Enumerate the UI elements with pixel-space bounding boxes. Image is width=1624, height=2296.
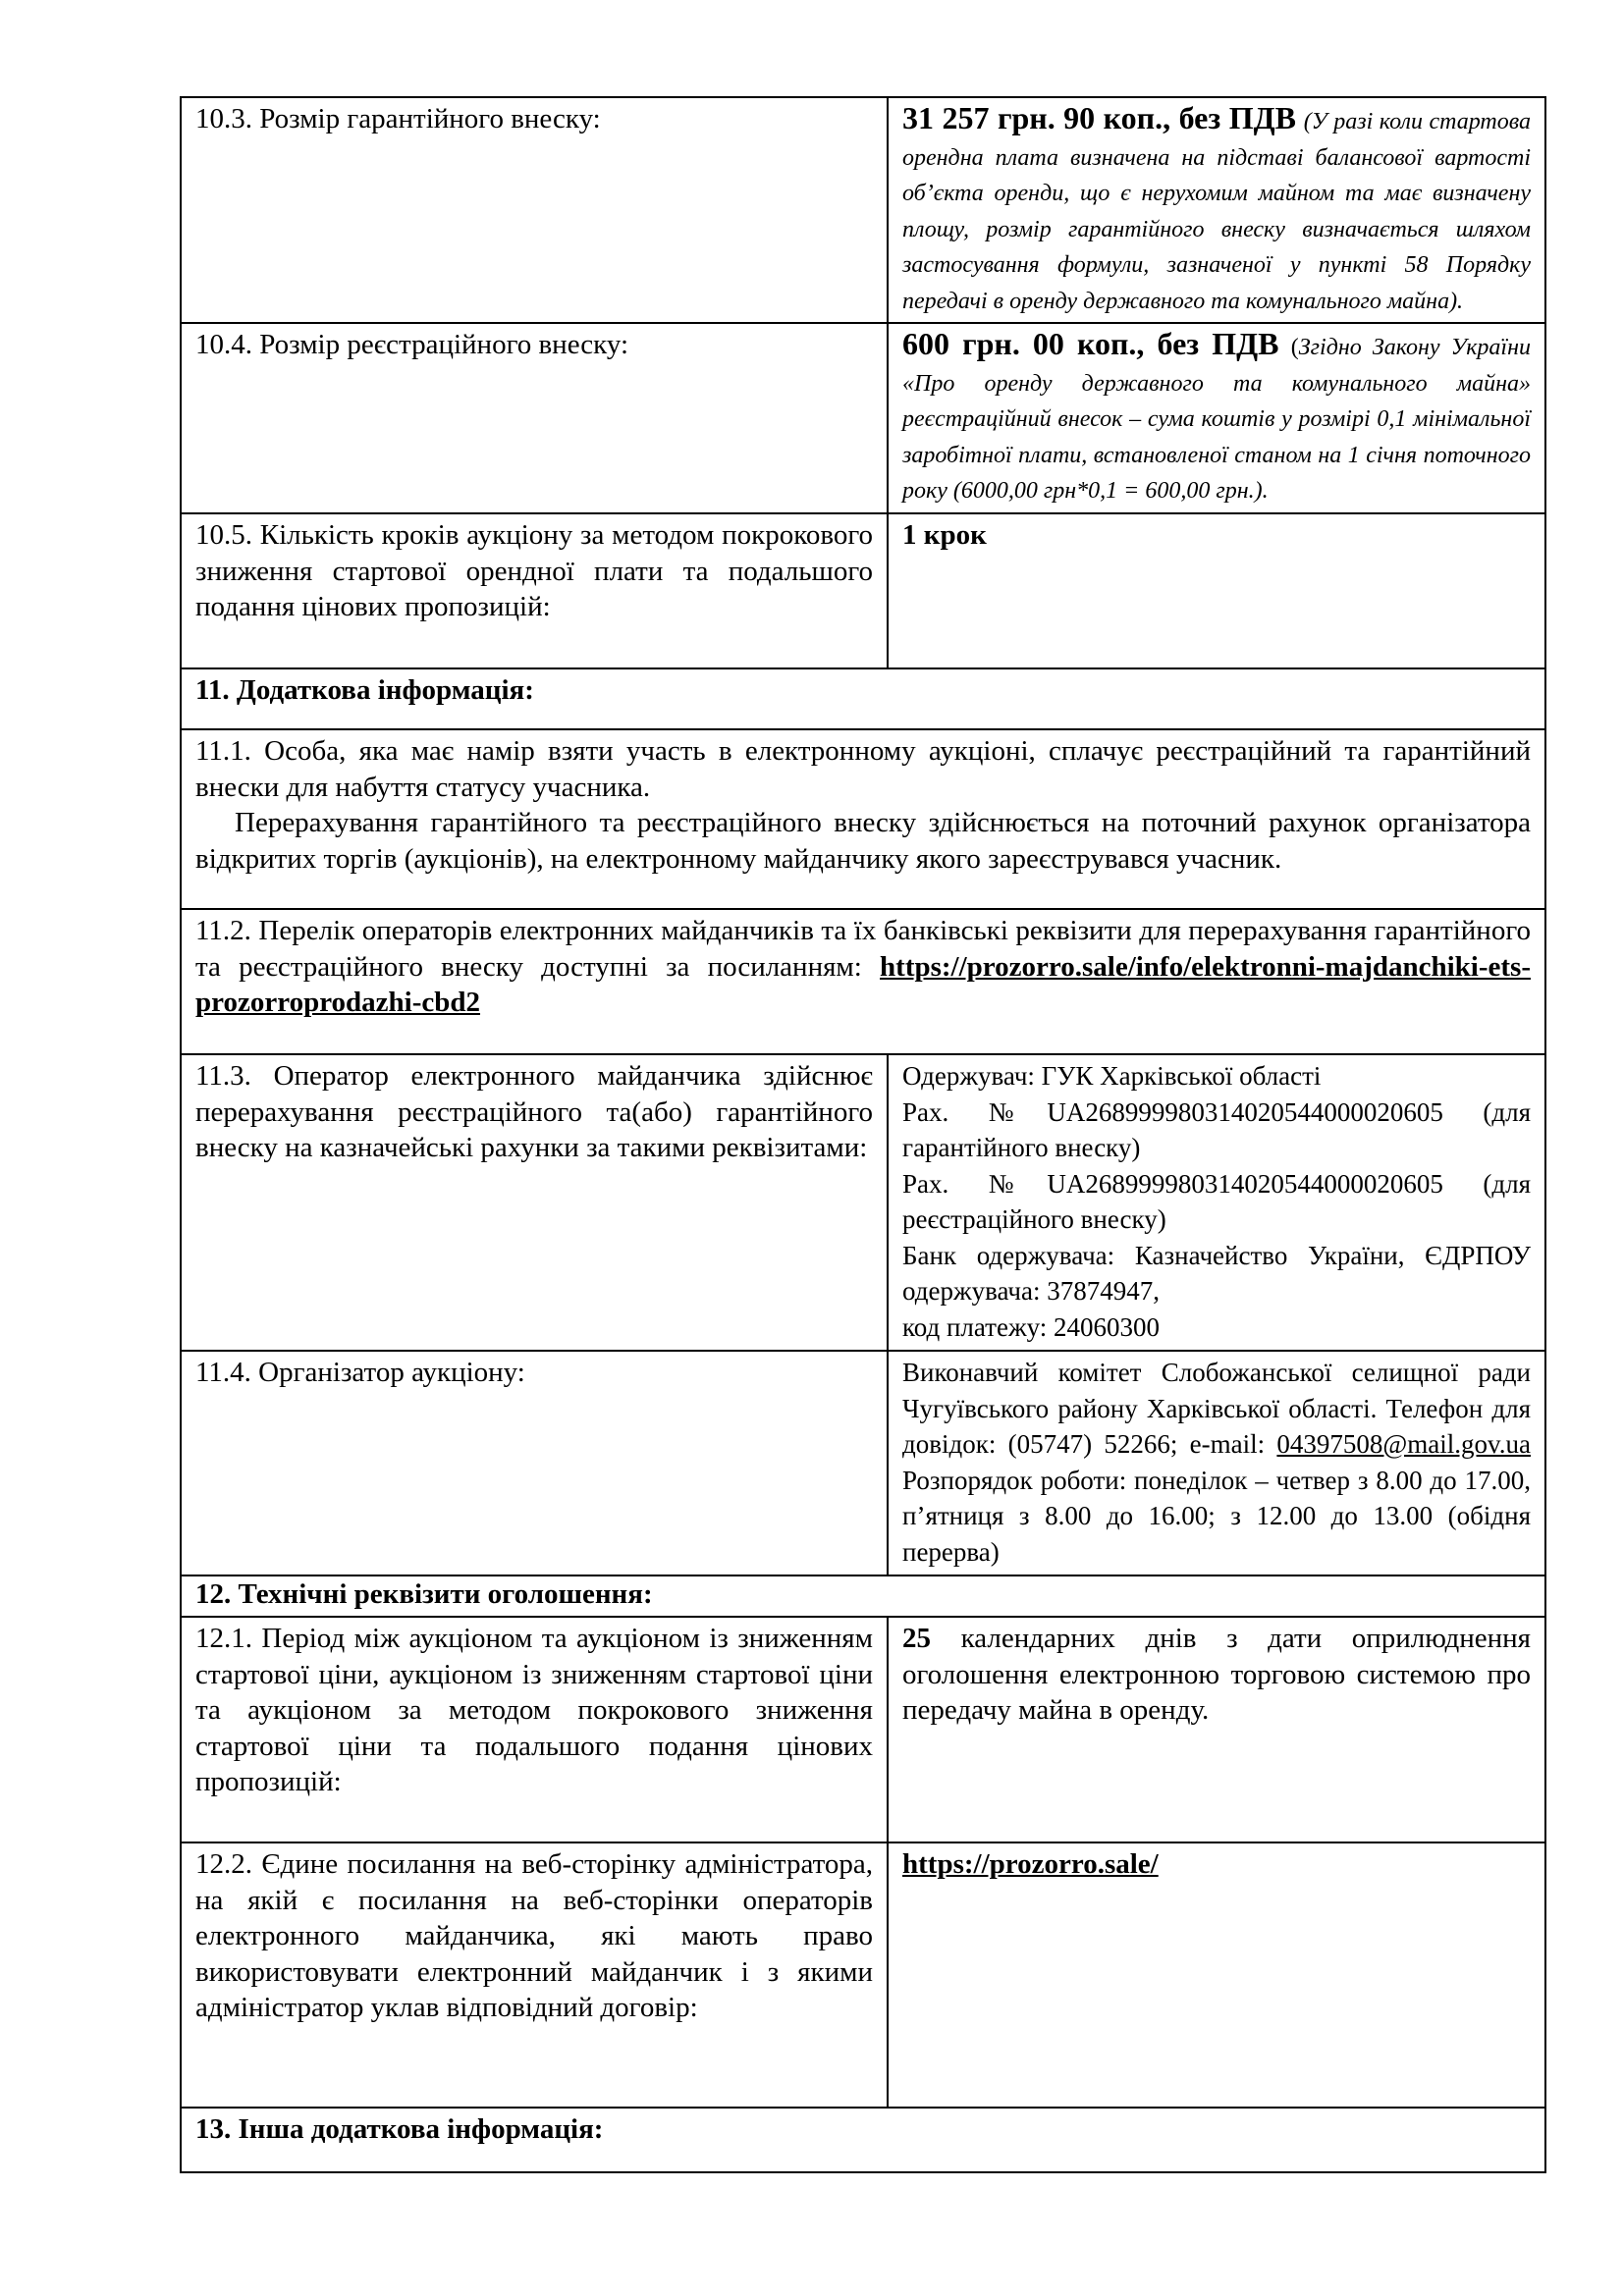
- prozorro-link[interactable]: https://prozorro.sale/: [902, 1848, 1159, 1880]
- label-text: 10.5. Кількість кроків аукціону за методом покрокового зниження стартової орендної плати та подальшого подання цінових пропозицій:: [195, 519, 873, 622]
- period-days: 25: [902, 1623, 931, 1654]
- account-registration-line: Рах. №UA268999980314020544000020605 (для реєстраційного внеску): [902, 1168, 1531, 1234]
- section-11: [181, 668, 1545, 729]
- registration-amount: 600 грн. 00 коп., без ПДВ: [902, 326, 1279, 361]
- document-page: [180, 96, 1546, 2173]
- label-text: 10.3. Розмір гарантійного внеску:: [195, 103, 601, 134]
- registration-note: Згідно Закону України «Про оренду державного та комунального майна» реєстраційний внесок – сума коштів у розмірі 0,1 мінімальної заробітної плати, встановленої станом на 1 січня поточного року (6000,00 грн*0,1 = 600,00 грн.).: [902, 335, 1532, 504]
- organizer-email-link[interactable]: 04397508@mail.gov.ua: [1276, 1429, 1531, 1459]
- organizer-text: Виконавчий комітет Слобожанської селищної ради Чугуївського району Харківської області. Телефон для довідок: (05747) 52266; e-mail:: [902, 1358, 1531, 1459]
- organizer-schedule: Розпорядок роботи: понеділок – четвер з 8.00 до 17.00, п’ятниця з 8.00 до 16.00; з 12.00 до 13.00 (обідня перерва): [902, 1465, 1531, 1567]
- row-12-2: [181, 1842, 1545, 2108]
- value-11-1: [181, 729, 1545, 909]
- label-12-1: [181, 1617, 888, 1842]
- value-12-1: [888, 1617, 1545, 1842]
- payment-code-line: код платежу: 24060300: [902, 1311, 1160, 1342]
- value-10-4: [888, 323, 1545, 513]
- value-12-2: [888, 1842, 1545, 2108]
- paragraph-11-1-b: Перерахування гарантійного та реєстраційного внеску здійснюється на поточний рахунок організатора відкритих торгів (аукціонів), на електронному майданчику якого зареєструвався учасник.: [195, 807, 1531, 875]
- value-11-3: [888, 1054, 1545, 1351]
- label-text: 12.2. Єдине посилання на веб-сторінку адміністратора, на якій є посилання на веб-сторінки операторів електронного майданчика, які мають право використовувати електронний майданчик і з якими адміністратор уклав відповідний договір:: [195, 1848, 873, 2023]
- guarantee-amount: 31 257 грн. 90 коп., без ПДВ: [902, 100, 1296, 135]
- row-11-4: [181, 1351, 1545, 1575]
- operators-list-link[interactable]: https://prozorro.sale/info/elektronni-majdanchiki-ets-prozorroprodazhi-cbd2: [195, 950, 1531, 1018]
- row-12-1: [181, 1617, 1545, 1842]
- label-12-2: [181, 1842, 888, 2108]
- row-10-5: [181, 513, 1545, 668]
- label-11-4: [181, 1351, 888, 1575]
- row-10-3: [181, 97, 1545, 323]
- row-11-3: [181, 1054, 1545, 1351]
- recipient-line: Одержувач: ГУК Харківської області: [902, 1061, 1322, 1091]
- section-heading: 11. Додаткова інформація:: [195, 674, 534, 706]
- section-heading: 12. Технічні реквізити оголошення:: [195, 1578, 653, 1610]
- label-text: 11.4. Організатор аукціону:: [195, 1357, 525, 1388]
- steps-count: 1 крок: [902, 519, 987, 551]
- section-13: [181, 2108, 1545, 2172]
- paragraph-11-2: 11.2. Перелік операторів електронних майданчиків та їх банківські реквізити для перерахування гарантійного та реєстраційного внеску доступні за посиланням:: [195, 915, 1531, 983]
- label-10-5: [181, 513, 888, 668]
- label-text: 12.1. Період між аукціоном та аукціоном із зниженням стартової ціни, аукціоном із зниженням стартової ціни та аукціоном за методом покрокового зниження стартової ціни та подальшого подання цінових пропозицій:: [195, 1623, 873, 1797]
- registration-paren: (: [1290, 335, 1299, 360]
- row-11-2: [181, 909, 1545, 1054]
- section-11-heading: [181, 668, 1545, 729]
- account-guarantee-line: Рах. №UA268999980314020544000020605 (для гарантійного внеску): [902, 1096, 1531, 1162]
- section-13-heading: [181, 2108, 1545, 2172]
- auction-info-table: [180, 96, 1546, 2173]
- section-12-heading: [181, 1575, 1545, 1617]
- section-heading: 13. Інша додаткова інформація:: [195, 2113, 604, 2145]
- label-10-3: [181, 97, 888, 323]
- bank-line: Банк одержувача: Казначейство України, ЄДРПОУ одержувача: 37874947,: [902, 1240, 1531, 1306]
- label-text: 11.3. Оператор електронного майданчика здійснює перерахування реєстраційного та(або) гарантійного внеску на казначейські рахунки за такими реквізитами:: [195, 1060, 873, 1163]
- period-text: календарних днів з дати оприлюднення оголошення електронною торговою системою про передачу майна в оренду.: [902, 1623, 1531, 1726]
- guarantee-note: (У разі коли стартова орендна плата визначена на підставі балансової вартості об’єкта оренди, що є нерухомим майном та має визначену площу, розмір гарантійного внеску визначається шляхом застосування формули, зазначеної у пункті 58 Порядку передачі в оренду державного та комунального майна).: [902, 109, 1532, 314]
- value-11-2: [181, 909, 1545, 1054]
- label-11-3: [181, 1054, 888, 1351]
- value-10-5: [888, 513, 1545, 668]
- row-11-1: [181, 729, 1545, 909]
- value-10-3: [888, 97, 1545, 323]
- section-12: [181, 1575, 1545, 1617]
- paragraph-11-1-a: 11.1. Особа, яка має намір взяти участь в електронному аукціоні, сплачує реєстраційний та гарантійний внески для набуття статусу учасника.: [195, 735, 1531, 803]
- value-11-4: [888, 1351, 1545, 1575]
- label-10-4: [181, 323, 888, 513]
- label-text: 10.4. Розмір реєстраційного внеску:: [195, 329, 629, 360]
- row-10-4: [181, 323, 1545, 513]
